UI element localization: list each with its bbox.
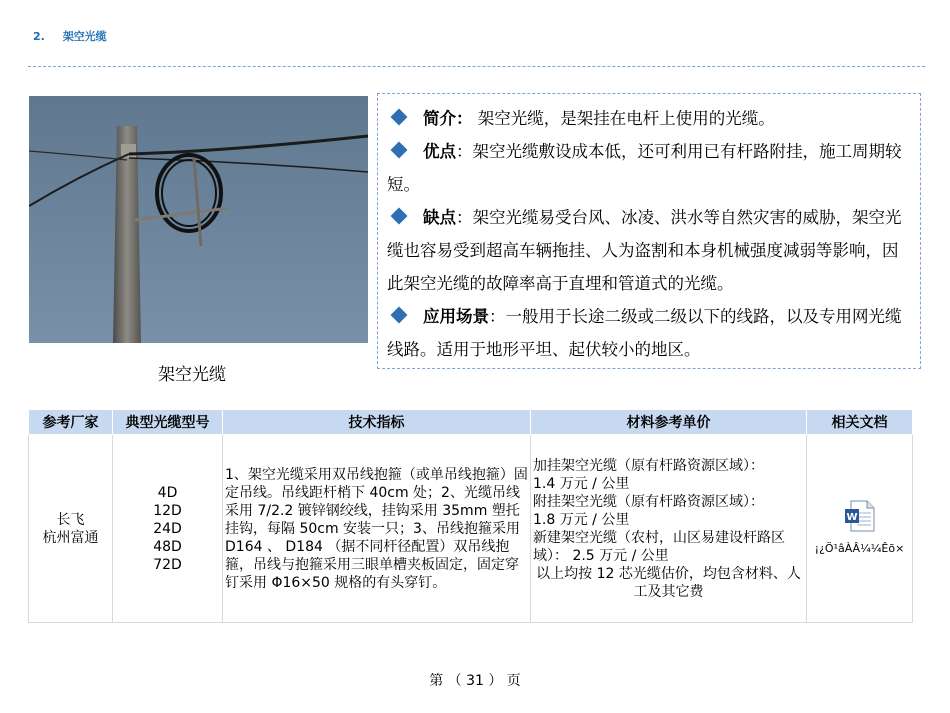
- advantage-text: ：架空光缆敷设成本低，还可利用已有杆路附挂，施工周期较短。: [387, 142, 902, 194]
- vendor-cell: [29, 435, 113, 623]
- disadvantage-item: [387, 201, 910, 300]
- aerial-cable-photo: [29, 96, 368, 343]
- doc-filename[interactable]: ¡¿Ö¹âÀÂ¼¼Êõ×: [814, 542, 905, 555]
- header-vendor: 参考厂家: [29, 410, 113, 435]
- scenario-text: ：一般用于长途二级或二级以下的线路，以及专用网光缆线路。适用于地形平坦、起伏较小的地区。: [387, 307, 902, 359]
- price-note: 以上均按 12 芯光缆估价，均包含材料、人工及其它费: [536, 565, 801, 600]
- section-title: 架空光缆: [62, 30, 107, 43]
- price-line: 1.4 万元 / 公里: [533, 475, 630, 492]
- svg-text:W: W: [845, 512, 858, 523]
- word-document-icon[interactable]: [843, 499, 877, 533]
- page-number: 第 （ 31 ） 页: [429, 673, 521, 689]
- doc-cell[interactable]: [807, 435, 913, 623]
- tech-cell: 1、架空光缆采用双吊线抱箍（或单吊线抱箍）固定吊线。吊线距杆梢下 40cm 处；2、光缆吊线采用 7/2.2 镀锌钢绞线，挂钩采用 35mm 塑托挂钩，每隔 50cm 安装一只；3、吊线抱箍采用 D164 、 D184 （据不同杆径配置）双吊线抱箍，吊线与抱箍采用三眼单槽夹板固定，固定穿钉采用 Φ16×50 规格的有头穿钉。: [223, 435, 531, 623]
- price-line: 加挂架空光缆（原有杆路资源区域）：: [533, 457, 764, 474]
- disadvantage-label: 缺点: [423, 208, 456, 227]
- model-cell: [113, 435, 223, 623]
- model-value: 48D: [153, 538, 182, 555]
- disadvantage-text: ：架空光缆易受台风、冰凌、洪水等自然灾害的威胁，架空光缆也容易受到超高车辆拖挂、人为盗割和本身机械强度减弱等影响，因此架空光缆的故障率高于直埋和管道式的光缆。: [387, 208, 902, 293]
- header-tech: 技术指标: [223, 410, 531, 435]
- diamond-bullet-icon: [391, 208, 408, 225]
- advantage-item: [387, 135, 910, 201]
- dashed-divider: [28, 66, 925, 67]
- section-number: 2.: [33, 30, 45, 43]
- photo-caption: 架空光缆: [158, 365, 226, 385]
- diamond-bullet-icon: [391, 142, 408, 159]
- header-doc: 相关文档: [807, 410, 913, 435]
- price-line: 1.8 万元 / 公里: [533, 511, 630, 528]
- scenario-item: [387, 300, 910, 366]
- header-model: 典型光缆型号: [113, 410, 223, 435]
- scenario-label: 应用场景: [423, 307, 489, 326]
- intro-label: 简介：: [423, 109, 473, 128]
- vendor-name: 杭州富通: [42, 529, 99, 546]
- intro-box: [377, 93, 921, 369]
- price-line: 附挂架空光缆（原有杆路资源区域）：: [533, 493, 764, 510]
- diamond-bullet-icon: [391, 109, 408, 126]
- price-cell: [531, 435, 807, 623]
- intro-item: [387, 102, 910, 135]
- vendor-name: 长飞: [56, 511, 85, 528]
- model-value: 4D: [157, 484, 178, 501]
- price-line: 新建架空光缆（农村，山区易建设杆路区域）： 2.5 万元 / 公里: [533, 529, 785, 564]
- header-price: 材料参考单价: [531, 410, 807, 435]
- spec-table: [28, 409, 913, 623]
- table-header-row: [29, 410, 913, 435]
- intro-text: 架空光缆，是架挂在电杆上使用的光缆。: [472, 109, 775, 128]
- section-heading: [33, 28, 107, 44]
- model-value: 24D: [153, 520, 182, 537]
- diamond-bullet-icon: [391, 307, 408, 324]
- table-row: [29, 435, 913, 623]
- advantage-label: 优点: [423, 142, 456, 161]
- model-value: 12D: [153, 502, 182, 519]
- model-value: 72D: [153, 556, 182, 573]
